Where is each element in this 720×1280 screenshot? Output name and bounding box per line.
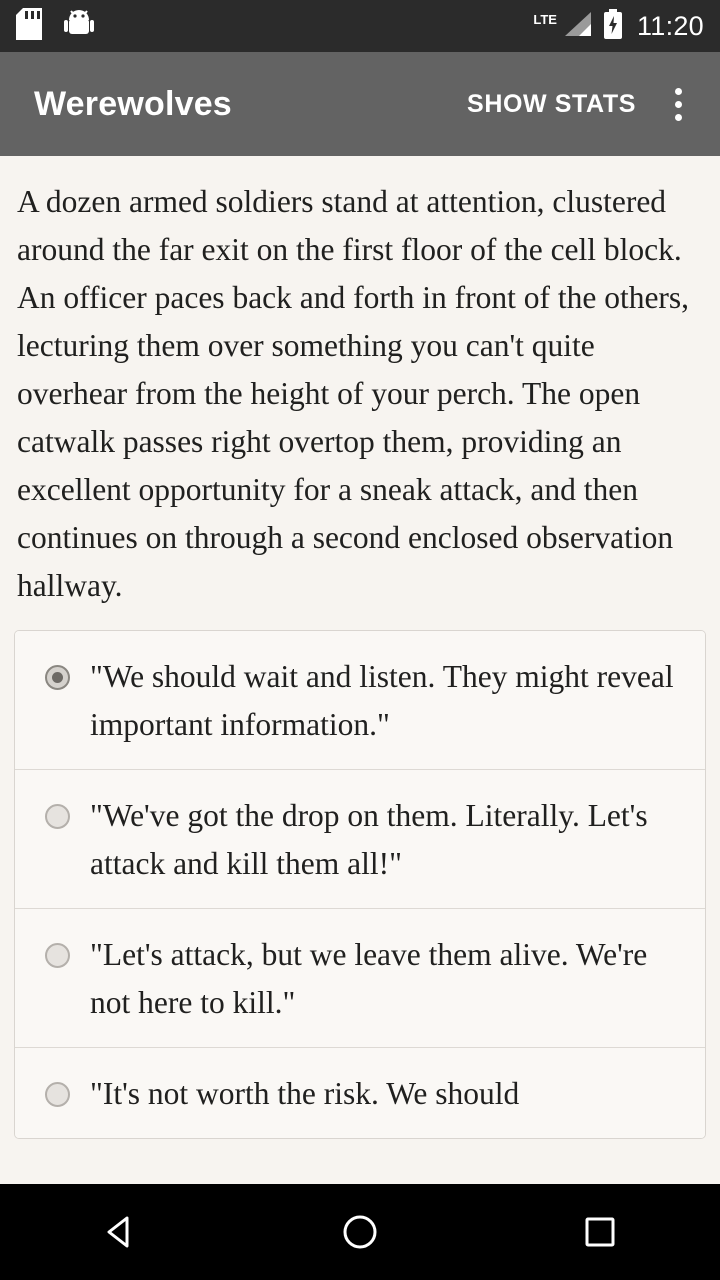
choice-label: "Let's attack, but we leave them alive. We're not here to kill." (90, 937, 648, 1020)
status-bar-left-icons (16, 8, 94, 45)
overflow-menu-icon[interactable] (654, 74, 702, 134)
app-bar-actions (455, 74, 702, 134)
overflow-dot (675, 88, 682, 95)
status-bar (0, 0, 720, 52)
radio-button[interactable] (45, 804, 70, 829)
network-type-label: LTE (533, 11, 557, 27)
list-item[interactable] (15, 769, 705, 908)
radio-button[interactable] (45, 943, 70, 968)
choice-label: "It's not worth the risk. We should (90, 1076, 520, 1111)
show-stats-button[interactable]: SHOW STATS (455, 80, 648, 129)
battery-charging-icon (603, 9, 623, 44)
status-bar-right-icons (533, 9, 704, 44)
app-bar (0, 52, 720, 156)
recents-square-icon[interactable] (540, 1184, 660, 1280)
back-triangle-icon[interactable] (60, 1184, 180, 1280)
overflow-dot (675, 114, 682, 121)
story-content[interactable] (0, 156, 720, 1184)
page-title: Werewolves (34, 84, 232, 123)
choice-label: "We should wait and listen. They might reveal important information." (90, 659, 674, 742)
list-item[interactable] (15, 1047, 705, 1138)
sd-card-icon (16, 8, 42, 45)
home-circle-icon[interactable] (300, 1184, 420, 1280)
status-bar-clock: 11:20 (636, 10, 704, 41)
choice-list (14, 630, 706, 1139)
choice-label: "We've got the drop on them. Literally. Let's attack and kill them all!" (90, 798, 648, 881)
system-navigation-bar (0, 1184, 720, 1280)
radio-button[interactable] (45, 1082, 70, 1107)
list-item[interactable] (15, 908, 705, 1047)
android-robot-icon (64, 9, 94, 44)
radio-button-selected[interactable] (45, 665, 70, 690)
signal-bars-icon (563, 10, 593, 43)
list-item[interactable] (15, 631, 705, 769)
overflow-dot (675, 101, 682, 108)
story-text: A dozen armed soldiers stand at attention, clustered around the far exit on the first floor of the cell block. An officer paces back and forth in front of the others, lecturing them over something you can't quite overhear from the height of your perch. The open catwalk passes right overtop them, providing an excellent opportunity for a sneak attack, and then continues on through a second enclosed observation hallway. (17, 184, 690, 603)
